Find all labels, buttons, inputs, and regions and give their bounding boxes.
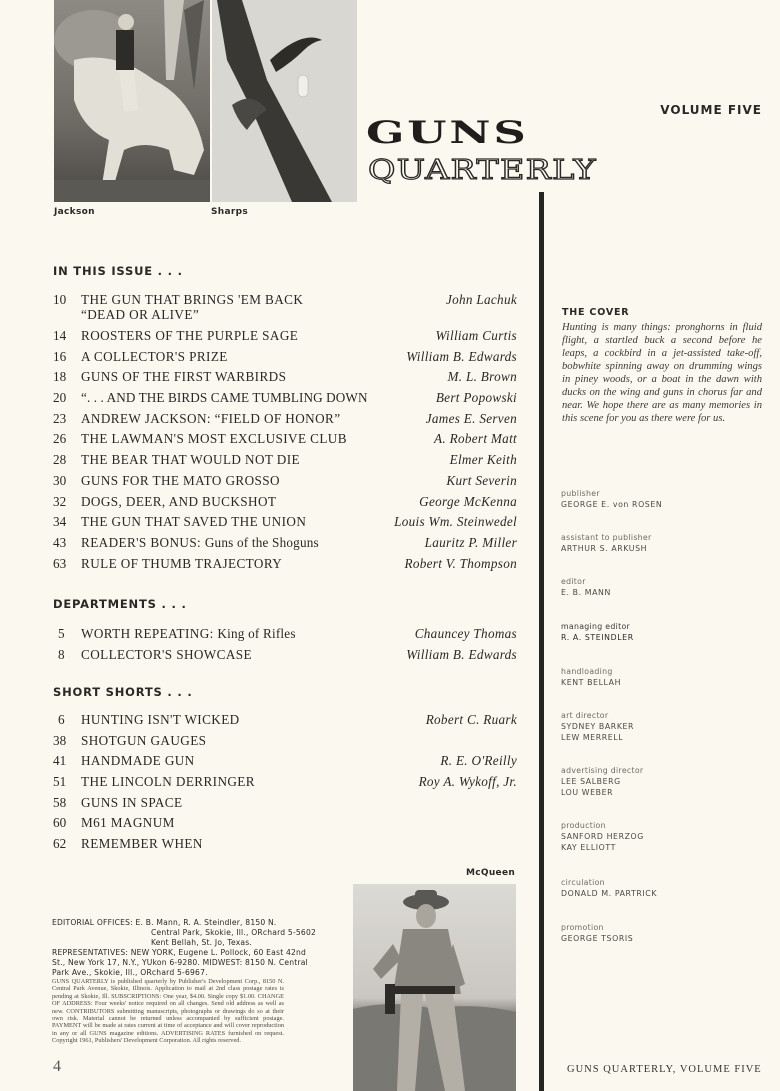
article-title: THE GUN THAT BRINGS 'EM BACK — [81, 292, 304, 307]
article-title: “. . . AND THE BIRDS CAME TUMBLING DOWN — [81, 390, 368, 406]
article-author: John Lachuk — [445, 292, 517, 307]
article-title-line2: “DEAD OR ALIVE” — [81, 307, 200, 322]
page-number: 32 — [53, 493, 67, 509]
page-number: 16 — [53, 348, 67, 364]
staff-name: SYDNEY BARKER — [561, 722, 635, 731]
page-number: 23 — [53, 410, 67, 426]
column-divider — [539, 192, 544, 1091]
article-title: REMEMBER WHEN — [81, 836, 203, 852]
staff-role: promotion — [561, 923, 604, 932]
article-title: COLLECTOR'S SHOWCASE — [81, 646, 252, 662]
toc-entry[interactable] — [53, 772, 517, 793]
article-author: Kurt Severin — [446, 472, 517, 488]
staff-role: publisher — [561, 489, 600, 498]
page-number: 18 — [53, 369, 67, 385]
toc-entry[interactable] — [53, 429, 517, 450]
article-author: Robert C. Ruark — [425, 712, 517, 727]
staff-promotion — [561, 923, 761, 944]
staff-role: editor — [561, 577, 586, 586]
editorial-line: Central Park, Skokie, Ill., ORchard 5-5602 — [151, 928, 317, 937]
page-number: 30 — [53, 472, 67, 488]
article-title-main: WORTH REPEATING: — [81, 626, 214, 641]
toc-entry[interactable] — [53, 290, 517, 326]
toc-entry[interactable] — [53, 813, 517, 834]
mcqueen-photo — [353, 884, 516, 1091]
article-title: GUNS OF THE FIRST WARBIRDS — [81, 369, 287, 385]
staff-role: advertising director — [561, 766, 644, 775]
article-author: M. L. Brown — [447, 369, 517, 385]
article-author: Roy A. Wykoff, Jr. — [418, 774, 517, 790]
toc-entry[interactable] — [53, 471, 517, 492]
article-title: DOGS, DEER, AND BUCKSHOT — [81, 493, 277, 509]
article-title — [81, 533, 319, 554]
toc-entry[interactable] — [53, 731, 517, 752]
mcqueen-cowboy-image — [353, 884, 516, 1091]
staff-name: LEW MERRELL — [561, 733, 624, 742]
staff-editor — [561, 577, 761, 598]
staff-role: assistant to publisher — [561, 533, 652, 542]
toc-entry[interactable] — [53, 710, 517, 731]
toc-entry[interactable] — [53, 533, 517, 554]
page-number: 43 — [53, 534, 67, 550]
article-title: ANDREW JACKSON: “FIELD OF HONOR” — [81, 410, 341, 426]
article-subtitle: King of Rifles — [217, 626, 296, 641]
article-title-main: READER'S BONUS: — [81, 534, 202, 550]
article-author: James E. Serven — [425, 410, 517, 426]
jackson-caption: Jackson — [54, 207, 95, 217]
page-number: 26 — [53, 431, 67, 447]
staff-advertising-director — [561, 766, 761, 798]
page-number: 41 — [53, 753, 67, 769]
page-number: 51 — [53, 774, 67, 790]
article-author: Robert V. Thompson — [404, 555, 517, 571]
article-author: A. Robert Matt — [434, 431, 517, 447]
staff-art-director — [561, 711, 761, 743]
staff-managing-editor — [561, 622, 761, 643]
article-title: GUNS FOR THE MATO GROSSO — [81, 472, 280, 488]
article-title: RULE OF THUMB TRAJECTORY — [81, 555, 283, 571]
representatives: REPRESENTATIVES: NEW YORK, Eugene L. Pollock, 60 East 42nd St., New York 17, N.Y., YUkon 6-9280. MIDWEST: 8150 N. Central Park Ave., Skokie, Ill., ORchard 5-6967. — [52, 948, 308, 977]
cover-heading: THE COVER — [562, 307, 630, 318]
staff-name: KAY ELLIOTT — [561, 843, 616, 852]
staff-role: managing editor — [561, 622, 631, 631]
staff-handloading — [561, 667, 761, 688]
toc-entry[interactable] — [53, 751, 517, 772]
editorial-line: EDITORIAL OFFICES: E. B. Mann, R. A. Steindler, 8150 N. — [52, 918, 277, 927]
staff-name: LEE SALBERG — [561, 777, 621, 786]
article-title: THE BEAR THAT WOULD NOT DIE — [81, 452, 300, 468]
staff-name: LOU WEBER — [561, 788, 614, 797]
page-number: 10 — [53, 292, 67, 307]
staff-circulation — [561, 878, 761, 899]
page-number-footer: 4 — [53, 1058, 61, 1075]
staff-production — [561, 821, 761, 853]
staff-name: SANFORD HERZOG — [561, 832, 644, 841]
article-author: William Curtis — [435, 328, 517, 343]
article-author: George McKenna — [419, 493, 517, 509]
staff-name: DONALD M. PARTRICK — [561, 889, 658, 898]
article-title: GUNS IN SPACE — [81, 794, 183, 810]
cover-description: Hunting is many things: pronghorns in fluid flight, a startled buck a second before he leaps, a cockbird in a jet-assisted take-off, bobwhite spinning away on drumming wings in piney woods, or a boat in the dawn with ducks on the wing and guns in chorus far and near. We hope there are as many memories in this scene for you as there were for us. — [562, 322, 762, 424]
page-number: 28 — [53, 452, 67, 468]
toc-entry[interactable] — [53, 347, 517, 368]
staff-name: KENT BELLAH — [561, 678, 622, 687]
article-author: Louis Wm. Steinwedel — [394, 514, 517, 530]
page-number: 60 — [53, 815, 67, 831]
page-number: 63 — [53, 555, 67, 571]
toc-entry[interactable] — [53, 409, 517, 430]
page-number: 38 — [53, 732, 67, 748]
sharps-photo — [212, 0, 357, 202]
toc-entry[interactable] — [53, 793, 517, 814]
in-this-issue-list — [53, 290, 517, 574]
page-number: 34 — [53, 514, 67, 530]
staff-publisher — [561, 489, 761, 510]
sharps-caption: Sharps — [211, 207, 249, 217]
toc-entry[interactable] — [53, 624, 517, 645]
running-footer: GUNS QUARTERLY, VOLUME FIVE — [567, 1064, 762, 1075]
legal-notice: GUNS QUARTERLY is published quarterly by Publisher's Development Corp., 8150 N. Central Park Avenue, Skokie, Illinois. Application to mail at 2nd class postage rates is pending at Skokie, Ill. SUBSCRIPTIONS: One year, $4.00. Single copy $1.00. CHANGE OF ADDRESS: Four weeks' notice required on all changes. Send old address as well as new. CONTRIBUTORS submitting manuscripts, photographs or drawings do so at their own risk. Material cannot be returned unless accompanied by sufficient postage. PAYMENT will be made at rates current at time of acceptance and will cover reproduction in any or all GUNS magazine editions. ADVERTISING RATES furnished on request. Copyright 1961, Publishers' Development Corporation. All rights reserved. — [52, 978, 284, 1045]
article-title: THE LINCOLN DERRINGER — [81, 774, 255, 790]
page-number: 5 — [58, 626, 65, 641]
in-this-issue-heading: IN THIS ISSUE . . . — [53, 264, 183, 278]
article-author: Bert Popowski — [435, 390, 517, 406]
page-number: 14 — [53, 328, 67, 343]
magazine-title-guns: GUNS — [366, 115, 529, 151]
toc-entry[interactable] — [53, 492, 517, 513]
volume-label: VOLUME FIVE — [660, 103, 762, 117]
magazine-title-quarterly: QUARTERLY — [368, 155, 597, 186]
page-number: 6 — [58, 712, 65, 727]
staff-role: circulation — [561, 878, 605, 887]
article-title: ROOSTERS OF THE PURPLE SAGE — [81, 328, 299, 343]
editorial-offices — [52, 918, 322, 978]
article-title: HUNTING ISN'T WICKED — [81, 712, 240, 727]
article-author: Lauritz P. Miller — [424, 534, 517, 550]
staff-assistant-to-publisher — [561, 533, 761, 554]
page-number: 20 — [53, 390, 67, 406]
toc-entry[interactable] — [53, 645, 517, 666]
mcqueen-caption: McQueen — [466, 868, 516, 878]
staff-role: art director — [561, 711, 609, 720]
staff-role: handloading — [561, 667, 613, 676]
departments-heading: DEPARTMENTS . . . — [53, 597, 187, 611]
article-author: R. E. O'Reilly — [440, 753, 517, 769]
staff-name: GEORGE E. von ROSEN — [561, 500, 663, 509]
article-title: SHOTGUN GAUGES — [81, 732, 207, 748]
page-number: 8 — [58, 646, 65, 662]
article-author: William B. Edwards — [406, 348, 517, 364]
toc-entry[interactable] — [53, 388, 517, 409]
toc-entry[interactable] — [53, 367, 517, 388]
sharps-rifle-image — [212, 0, 357, 202]
toc-entry[interactable] — [53, 834, 517, 855]
article-author: Chauncey Thomas — [414, 626, 517, 641]
article-title: HANDMADE GUN — [81, 753, 195, 769]
staff-name: E. B. MANN — [561, 588, 611, 597]
article-title: M61 MAGNUM — [81, 815, 175, 831]
article-author: William B. Edwards — [406, 646, 517, 662]
article-title: THE LAWMAN'S MOST EXCLUSIVE CLUB — [81, 431, 347, 447]
article-title: THE GUN THAT SAVED THE UNION — [81, 514, 307, 530]
toc-entry[interactable] — [53, 326, 517, 347]
jackson-photo — [54, 0, 210, 202]
article-subtitle: Guns of the Shoguns — [204, 534, 319, 550]
article-author: Elmer Keith — [449, 452, 517, 468]
staff-name: GEORGE TSORIS — [561, 934, 634, 943]
article-title: A COLLECTOR'S PRIZE — [81, 348, 228, 364]
staff-role: production — [561, 821, 606, 830]
staff-name: R. A. STEINDLER — [561, 633, 634, 642]
toc-entry[interactable] — [53, 512, 517, 533]
departments-list — [53, 624, 517, 665]
jackson-painting-image — [54, 0, 210, 202]
short-shorts-heading: SHORT SHORTS . . . — [53, 685, 193, 699]
page-number: 62 — [53, 836, 67, 852]
toc-entry[interactable] — [53, 554, 517, 575]
staff-name: ARTHUR S. ARKUSH — [561, 544, 648, 553]
toc-entry[interactable] — [53, 450, 517, 471]
short-shorts-list — [53, 710, 517, 855]
page-number: 58 — [53, 794, 67, 810]
editorial-line: Kent Bellah, St. Jo, Texas. — [151, 938, 253, 947]
article-title — [81, 624, 296, 645]
